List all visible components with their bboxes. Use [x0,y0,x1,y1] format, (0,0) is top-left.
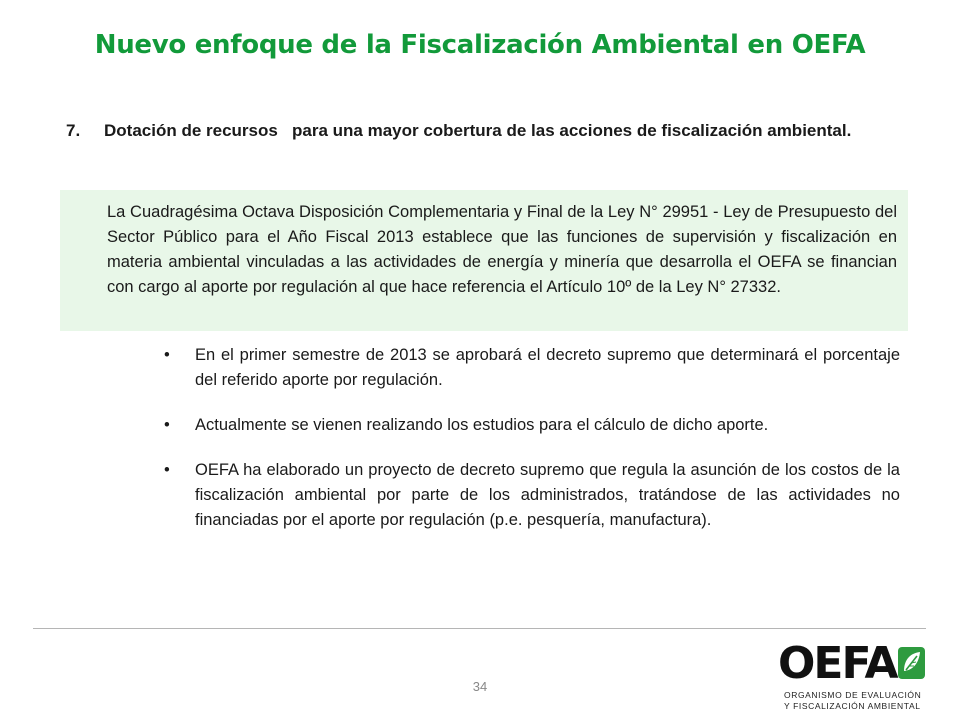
bullet-list [164,343,900,553]
highlight-text: La Cuadragésima Octava Disposición Complementaria y Final de la Ley N° 29951 - Ley de Presupuesto del Sector Público para el Año Fiscal 2013 establece que las funciones de supervisión y fiscalización en materia ambiental vinculadas a las actividades de energía y minería que desarrolla el OEFA se financian con cargo al aporte por regulación al que hace referencia el Artículo 10º de la Ley N° 27332. [107,203,897,296]
list-item [164,458,900,533]
list-item [164,413,900,438]
logo-subtitle-line2: Y FISCALIZACIÓN AMBIENTAL [784,701,921,711]
leaf-icon [897,646,926,680]
oefa-logo [776,640,928,712]
slide-title: Nuevo enfoque de la Fiscalización Ambiental en OEFA [94,30,866,60]
page-number: 34 [472,679,488,694]
section-heading [66,119,918,142]
list-item-text: OEFA ha elaborado un proyecto de decreto supremo que regula la asunción de los costos de la fiscalización ambiental por parte de los administrados, tratándose de las actividades no financiadas por el aporte por regulación (p.e. pesquería, manufactura). [195,461,900,529]
highlight-box [60,190,908,331]
list-item-text: Actualmente se vienen realizando los estudios para el cálculo de dicho aporte. [195,416,769,434]
logo-subtitle-line1: ORGANISMO DE EVALUACIÓN [784,690,922,700]
footer-divider [33,628,926,629]
section-number: 7. [66,121,81,140]
bullet-marker: • [164,461,170,479]
list-item-text: En el primer semestre de 2013 se aprobará el decreto supremo que determinará el porcentaje del referido aporte por regulación. [195,346,900,389]
bullet-marker: • [164,346,170,364]
bullet-marker: • [164,416,170,434]
section-heading-text: Dotación de recursos para una mayor cobertura de las acciones de fiscalización ambiental. [104,121,852,140]
list-item [164,343,900,393]
logo-wordmark: OEFA [778,638,897,689]
